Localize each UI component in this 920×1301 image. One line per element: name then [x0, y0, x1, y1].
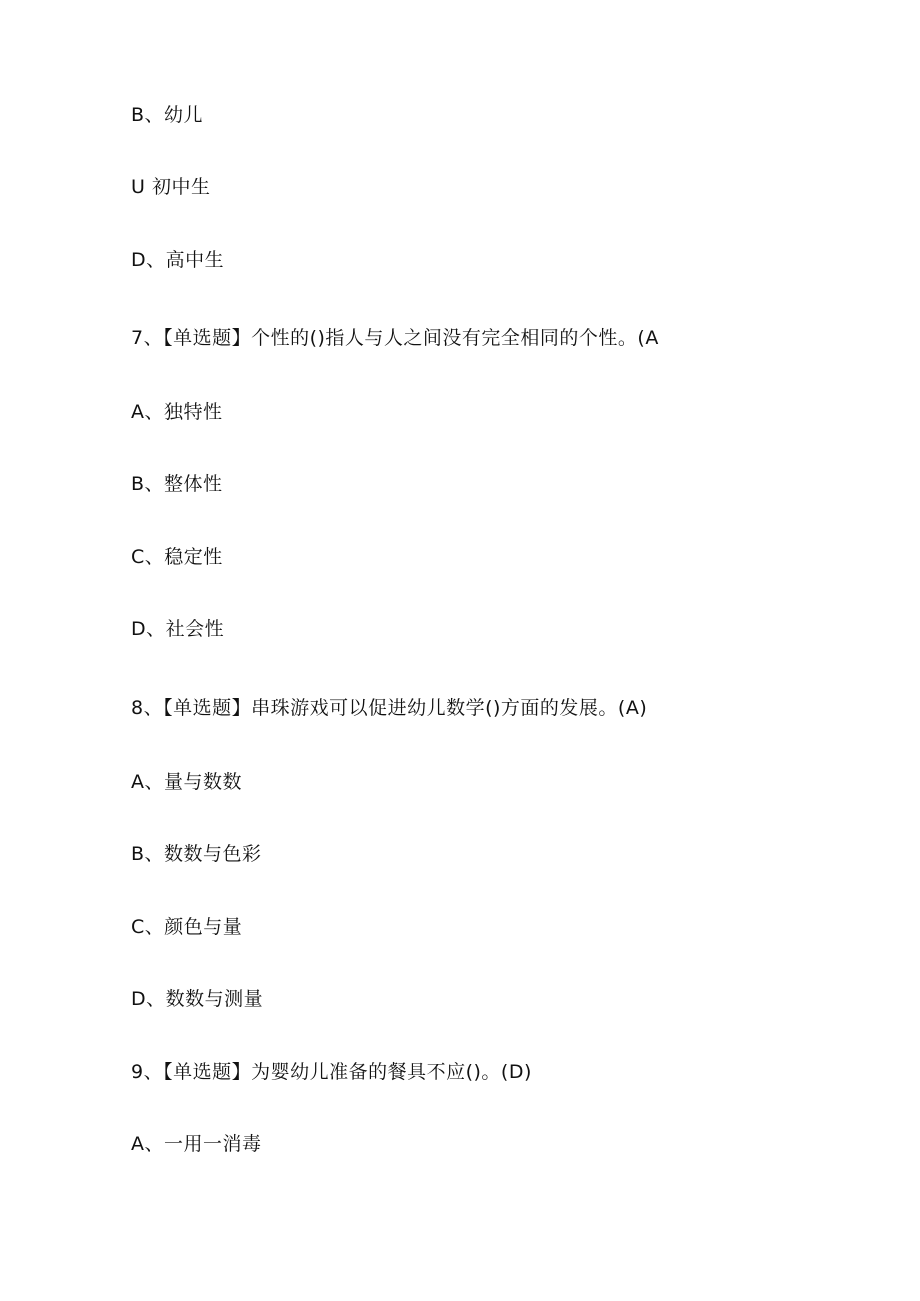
question-7: 7、【单选题】个性的()指人与人之间没有完全相同的个性。(A	[131, 327, 659, 349]
option-d-q6: D、高中生	[131, 249, 225, 271]
option-d-q8: D、数数与测量	[131, 988, 264, 1010]
option-a-q8: A、量与数数	[131, 771, 242, 793]
option-a-q7: A、独特性	[131, 401, 223, 423]
option-b-q7: B、整体性	[131, 473, 223, 495]
option-c-q8: C、颜色与量	[131, 916, 243, 938]
option-b-q6: B、幼儿	[131, 104, 204, 126]
option-c-q6: U 初中生	[131, 176, 211, 198]
option-d-q7: D、社会性	[131, 618, 225, 640]
option-a-q9: A、一用一消毒	[131, 1133, 262, 1155]
option-c-q7: C、稳定性	[131, 546, 223, 568]
question-8: 8、【单选题】串珠游戏可以促进幼儿数学()方面的发展。(A)	[131, 697, 648, 719]
option-b-q8: B、数数与色彩	[131, 843, 262, 865]
question-9: 9、【单选题】为婴幼儿准备的餐具不应()。(D)	[131, 1061, 532, 1083]
